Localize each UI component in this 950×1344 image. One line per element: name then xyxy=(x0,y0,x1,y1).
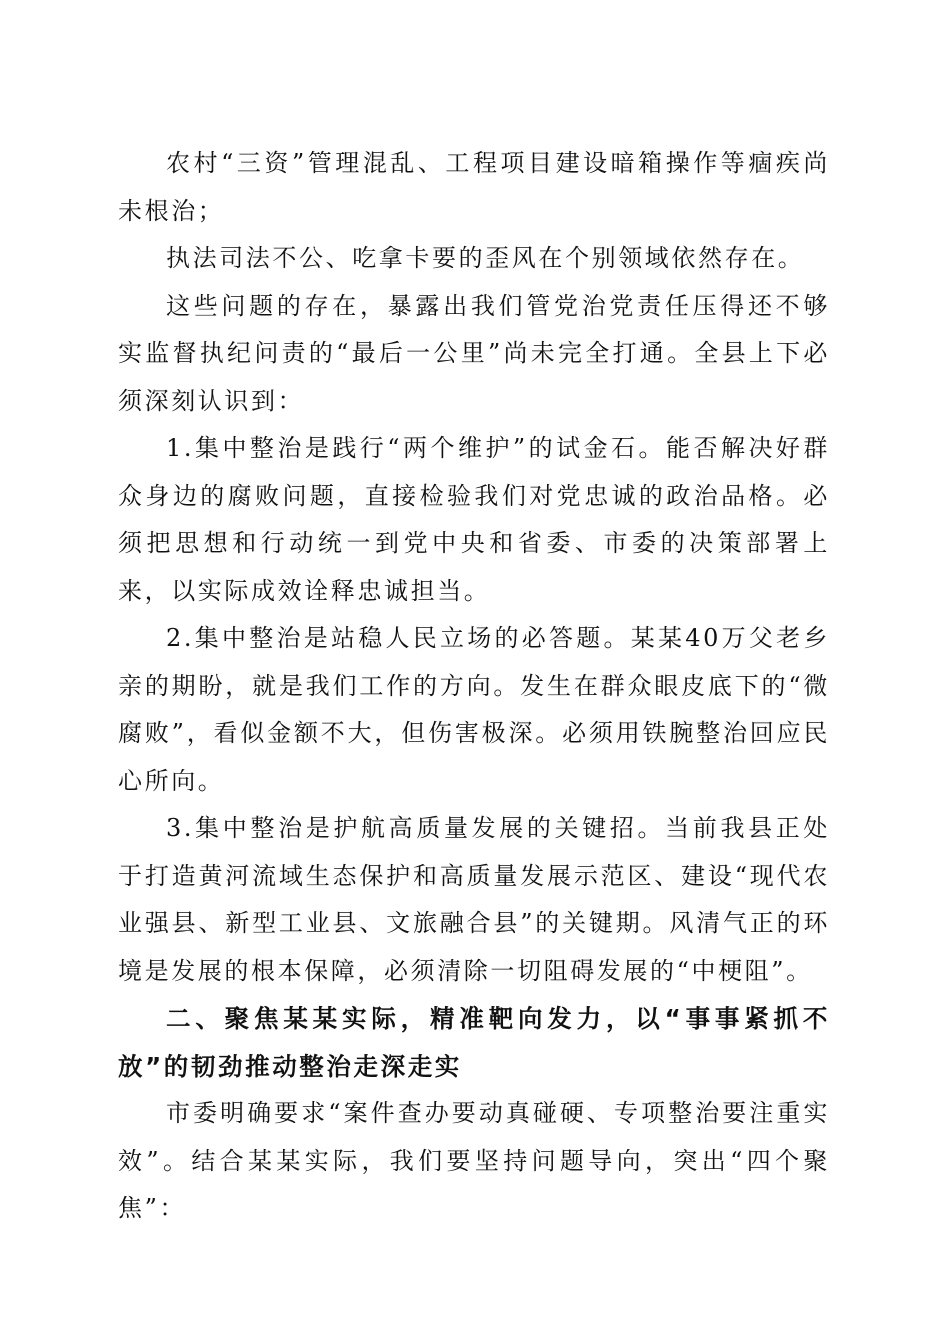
paragraph-4: 1.集中整治是践行“两个维护”的试金石。能否解决好群众身边的腐败问题，直接检验我们对党忠诚的政治品格。必须把思想和行动统一到党中央和省委、市委的决策部署上来，以实际成效诠释忠诚担当。 xyxy=(118,434,830,605)
paragraph-2: 执法司法不公、吃拿卡要的歪风在个别领域依然存在。 xyxy=(166,244,805,272)
document-body xyxy=(118,140,830,1233)
paragraph-7: 市委明确要求“案件查办要动真碰硬、专项整治要注重实效”。结合某某实际，我们要坚持问题导向，突出“四个聚焦”： xyxy=(118,1099,830,1222)
paragraph-5: 2.集中整治是站稳人民立场的必答题。某某40万父老乡亲的期盼，就是我们工作的方向。发生在群众眼皮底下的“微腐败”，看似金额不大，但伤害极深。必须用铁腕整治回应民心所向。 xyxy=(118,624,830,795)
section-heading: 二、聚焦某某实际，精准靶向发力，以“事事紧抓不放”的韧劲推动整治走深走实 xyxy=(118,1004,830,1081)
paragraph-6: 3.集中整治是护航高质量发展的关键招。当前我县正处于打造黄河流域生态保护和高质量发展示范区、建设“现代农业强县、新型工业县、文旅融合县”的关键期。风清气正的环境是发展的根本保障，必须清除一切阻碍发展的“中梗阻”。 xyxy=(118,814,830,985)
paragraph-1: 农村“三资”管理混乱、工程项目建设暗箱操作等痼疾尚未根治； xyxy=(118,149,830,225)
paragraph-3: 这些问题的存在，暴露出我们管党治党责任压得还不够实监督执纪问责的“最后一公里”尚未完全打通。全县上下必须深刻认识到： xyxy=(118,291,830,415)
